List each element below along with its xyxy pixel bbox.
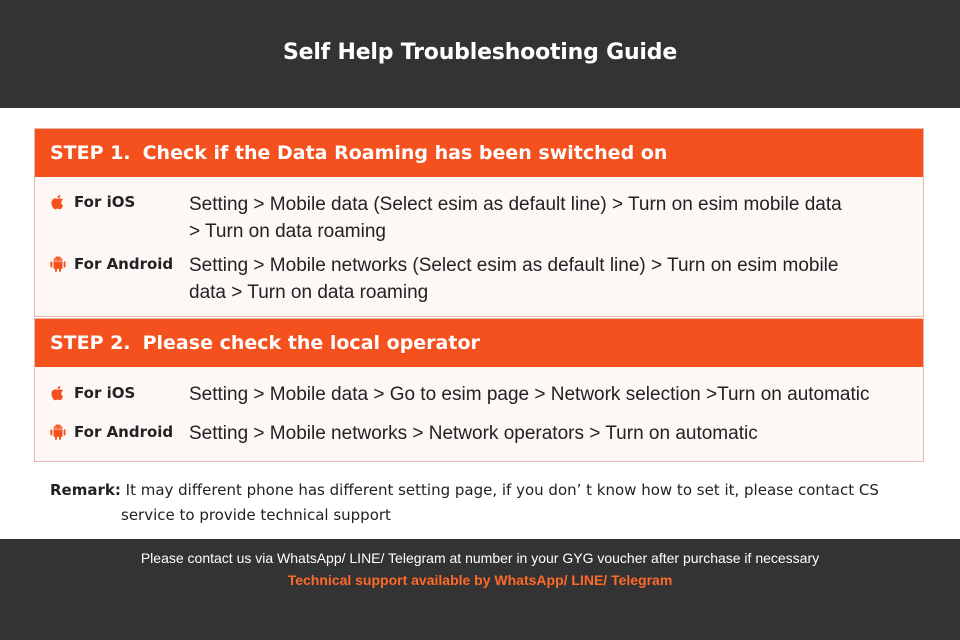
step-1-title: Check if the Data Roaming has been switched on — [142, 142, 668, 164]
remark-label: Remark: — [50, 481, 121, 499]
step-2-card — [34, 318, 924, 462]
instruction-text — [189, 381, 905, 408]
platform-label — [49, 255, 173, 273]
apple-icon — [49, 384, 67, 402]
instruction-line: Setting > Mobile networks > Network operators > Turn on automatic — [189, 423, 758, 444]
footer-bar — [0, 539, 960, 640]
instruction-text — [189, 191, 905, 245]
step-1-card — [34, 128, 924, 317]
platform-label — [49, 384, 135, 402]
instruction-line: data > Turn on data roaming — [189, 282, 429, 303]
step-2-header — [35, 319, 923, 367]
step-1-header — [35, 129, 923, 177]
instruction-text — [189, 420, 905, 447]
step-2-title: Please check the local operator — [142, 332, 480, 354]
step-1-number: STEP 1. — [50, 142, 131, 164]
footer-contact-text: Please contact us via WhatsApp/ LINE/ Telegram at number in your GYG voucher after purchase if necessary — [140, 550, 820, 566]
platform-name: For Android — [74, 423, 174, 441]
instruction-line: Setting > Mobile data (Select esim as default line) > Turn on esim mobile data — [189, 194, 842, 215]
instruction-line: > Turn on data roaming — [189, 221, 386, 242]
instruction-line: Setting > Mobile data > Go to esim page > Network selection >Turn on automatic — [189, 384, 870, 405]
platform-label — [49, 423, 173, 441]
remark-text-continued: service to provide technical support — [121, 506, 391, 524]
step-2-number: STEP 2. — [50, 332, 131, 354]
instruction-text — [189, 252, 905, 306]
remark — [50, 478, 930, 528]
android-icon — [49, 255, 67, 273]
platform-label — [49, 193, 135, 211]
page-title: Self Help Troubleshooting Guide — [282, 39, 678, 65]
remark-line — [50, 478, 930, 503]
instruction-line: Setting > Mobile networks (Select esim as default line) > Turn on esim mobile — [189, 255, 839, 276]
android-icon — [49, 423, 67, 441]
platform-name: For Android — [74, 255, 174, 273]
platform-name: For iOS — [74, 193, 136, 211]
remark-text: It may different phone has different setting page, if you don’ t know how to set it, please contact CS — [125, 481, 879, 499]
apple-icon — [49, 193, 67, 211]
footer-support-text: Technical support available by WhatsApp/ LINE/ Telegram — [287, 572, 673, 588]
platform-name: For iOS — [74, 384, 136, 402]
header-bar — [0, 0, 960, 108]
